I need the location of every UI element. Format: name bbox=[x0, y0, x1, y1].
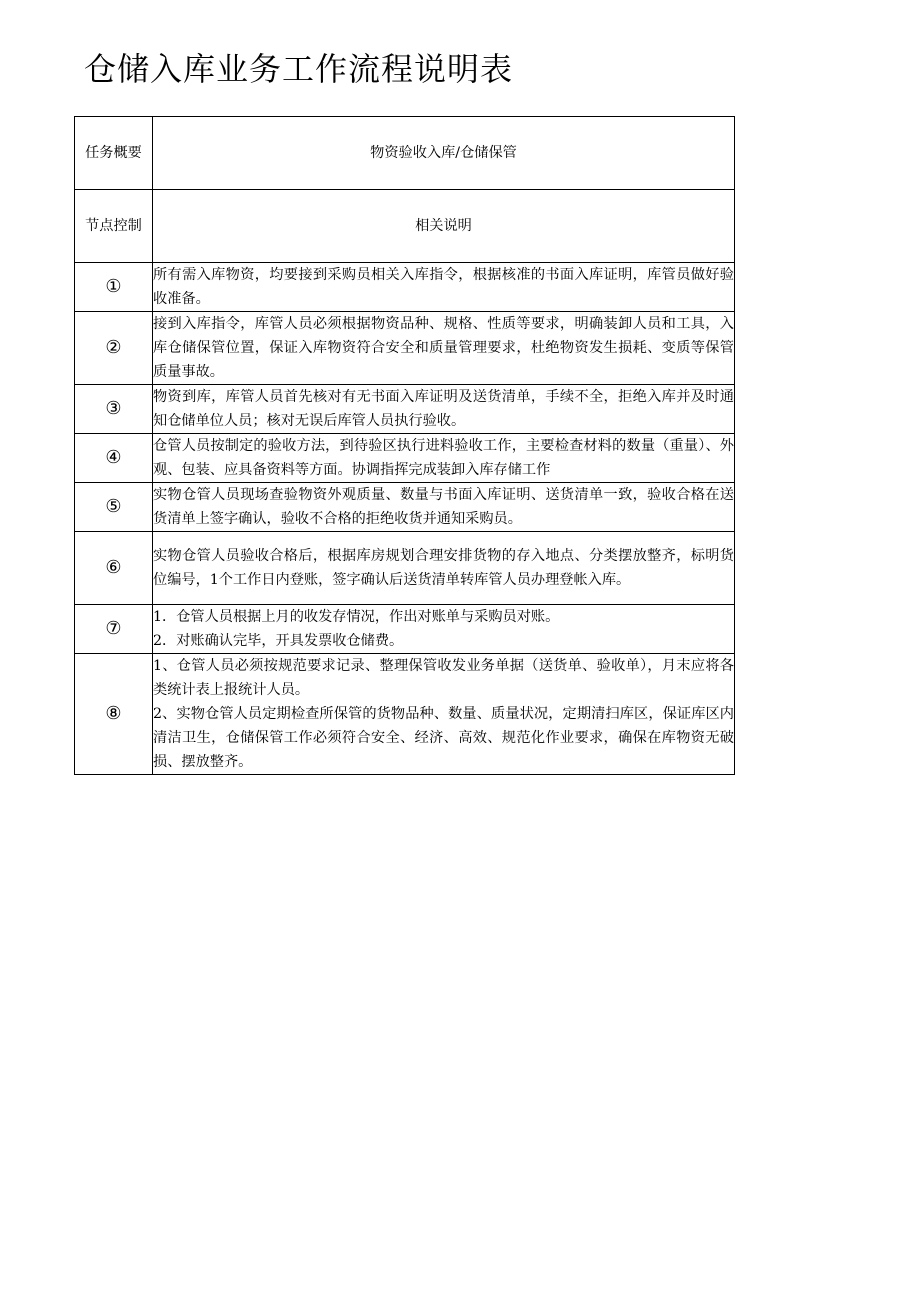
task-summary-label: 任务概要 bbox=[75, 117, 153, 190]
related-description-header: 相关说明 bbox=[153, 190, 735, 263]
node-description: 实物仓管人员验收合格后，根据库房规划合理安排货物的存入地点、分类摆放整齐，标明货位编号，1个工作日内登账，签字确认后送货清单转库管人员办理登帐入库。 bbox=[153, 532, 735, 605]
table-row bbox=[75, 654, 735, 775]
node-description: 接到入库指令，库管人员必须根据物资品种、规格、性质等要求，明确装卸人员和工具，入库仓储保管位置，保证入库物资符合安全和质量管理要求，杜绝物资发生损耗、变质等保管质量事故。 bbox=[153, 312, 735, 385]
table-row bbox=[75, 605, 735, 654]
node-number: ⑧ bbox=[75, 654, 153, 775]
node-number: ⑥ bbox=[75, 532, 153, 605]
node-number: ⑦ bbox=[75, 605, 153, 654]
table-row bbox=[75, 385, 735, 434]
task-summary-value: 物资验收入库/仓储保管 bbox=[153, 117, 735, 190]
node-number: ④ bbox=[75, 434, 153, 483]
table-row bbox=[75, 312, 735, 385]
table-row bbox=[75, 263, 735, 312]
table-row bbox=[75, 434, 735, 483]
node-description: 物资到库，库管人员首先核对有无书面入库证明及送货清单，手续不全，拒绝入库并及时通知仓储单位人员；核对无误后库管人员执行验收。 bbox=[153, 385, 735, 434]
node-description: 仓管人员按制定的验收方法，到待验区执行进料验收工作，主要检查材料的数量（重量）、外观、包装、应具备资料等方面。协调指挥完成装卸入库存储工作 bbox=[153, 434, 735, 483]
node-control-row bbox=[75, 190, 735, 263]
node-description: 实物仓管人员现场查验物资外观质量、数量与书面入库证明、送货清单一致，验收合格在送货清单上签字确认，验收不合格的拒绝收货并通知采购员。 bbox=[153, 483, 735, 532]
page-title: 仓储入库业务工作流程说明表 bbox=[84, 50, 514, 88]
table-row bbox=[75, 532, 735, 605]
node-control-label: 节点控制 bbox=[75, 190, 153, 263]
workflow-table bbox=[74, 116, 735, 775]
node-description: 所有需入库物资，均要接到采购员相关入库指令，根据核准的书面入库证明，库管员做好验收准备。 bbox=[153, 263, 735, 312]
node-description: 1、仓管人员必须按规范要求记录、整理保管收发业务单据（送货单、验收单），月末应将各类统计表上报统计人员。 2、实物仓管人员定期检查所保管的货物品种、数量、质量状况，定期清扫库区，保证库区内清洁卫生，仓储保管工作必须符合安全、经济、高效、规范化作业要求，确保在库物资无破损、摆放整齐。 bbox=[153, 654, 735, 775]
node-number: ① bbox=[75, 263, 153, 312]
node-number: ⑤ bbox=[75, 483, 153, 532]
node-description: 1．仓管人员根据上月的收发存情况，作出对账单与采购员对账。 2．对账确认完毕，开具发票收仓储费。 bbox=[153, 605, 735, 654]
table-row bbox=[75, 483, 735, 532]
node-number: ② bbox=[75, 312, 153, 385]
node-number: ③ bbox=[75, 385, 153, 434]
task-summary-row bbox=[75, 117, 735, 190]
